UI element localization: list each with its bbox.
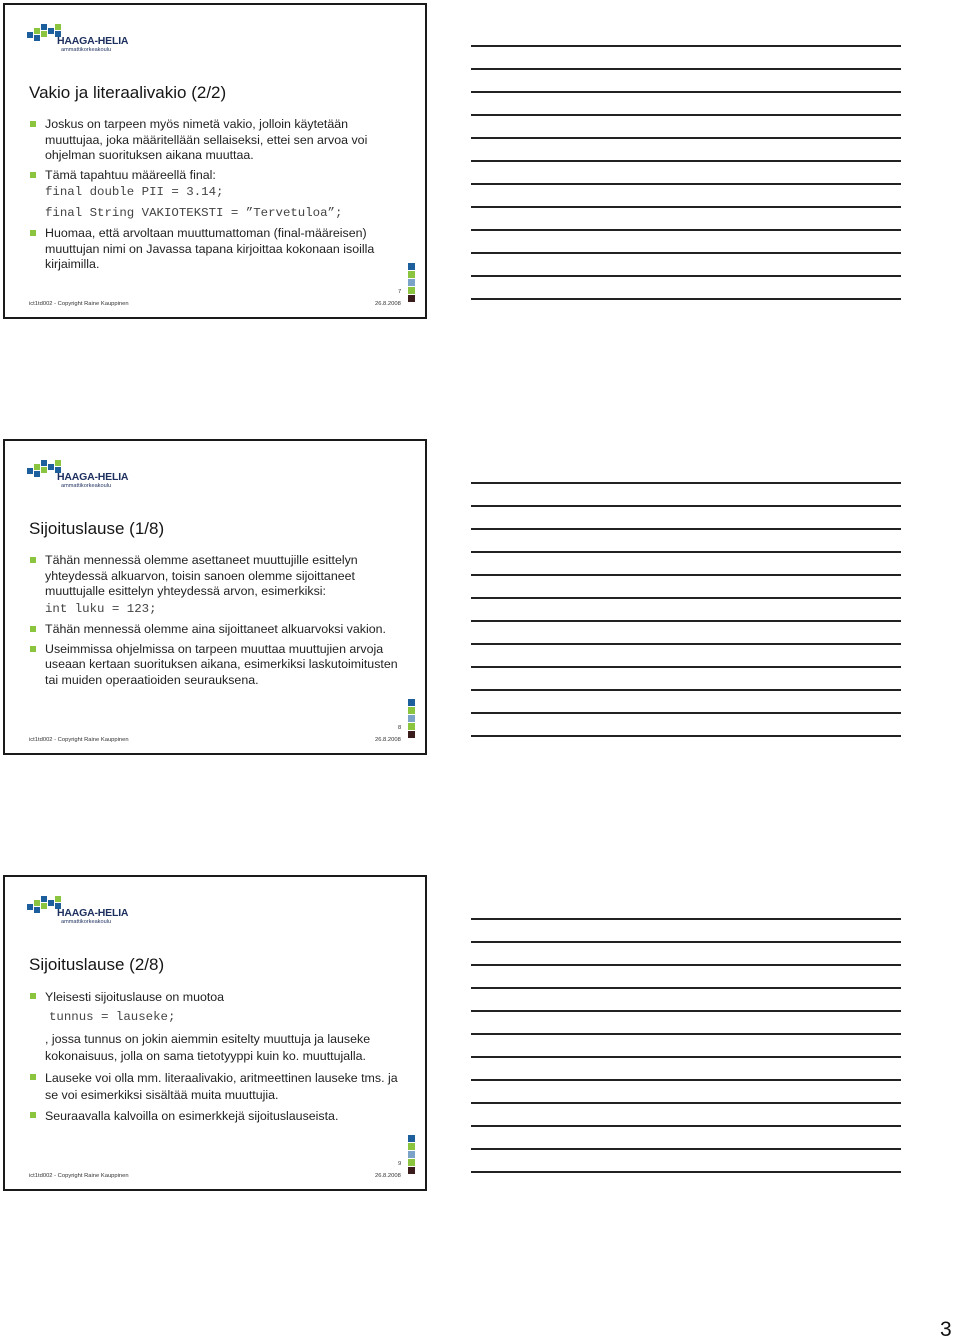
footer-date: 26.8.2008 <box>375 1173 401 1179</box>
decor-squares <box>408 1135 415 1175</box>
logo-subtitle: ammattikorkeakoulu <box>61 47 112 53</box>
notes-lines <box>471 918 901 1194</box>
page-number: 3 <box>940 1318 952 1341</box>
slide-7 <box>3 3 427 319</box>
slide-title: Sijoituslause (2/8) <box>29 955 165 974</box>
slide-number: 9 <box>398 1161 402 1167</box>
footer-copyright: ict1td002 - Copyright Raine Kauppinen <box>29 301 129 307</box>
bullet-item: Seuraavalla kalvoilla on esimerkkejä sijoituslauseista. <box>29 1108 404 1125</box>
slide-title: Sijoituslause (1/8) <box>29 519 165 538</box>
bullet-item: Tähän mennessä olemme asettaneet muuttujille esittelyn yhteydessä alkuarvon, toisin sanoen olemme sijoittaneet muuttujalle esittelyn yhteydessä arvon, esimerkiksi: <box>29 553 404 600</box>
footer-date: 26.8.2008 <box>375 301 401 307</box>
haaga-helia-logo <box>27 22 137 56</box>
bullet-item: Yleisesti sijoituslause on muotoa <box>29 989 404 1006</box>
footer-copyright: ict1td002 - Copyright Raine Kauppinen <box>29 1173 129 1179</box>
slide-8 <box>3 439 427 755</box>
bullet-item: Lauseke voi olla mm. literaalivakio, aritmeettinen lauseke tms. ja se voi esimerkiksi sisältää muita muuttujia. <box>29 1070 404 1104</box>
slide-number: 8 <box>398 725 402 731</box>
code-line: final String VAKIOTEKSTI = ”Tervetuloa”; <box>45 205 343 220</box>
slide-9 <box>3 875 427 1191</box>
logo-subtitle: ammattikorkeakoulu <box>61 483 112 489</box>
haaga-helia-logo <box>27 894 137 928</box>
slide-title: Vakio ja literaalivakio (2/2) <box>29 83 227 102</box>
body-text: , jossa tunnus on jokin aiemmin esitelty muuttuja ja lauseke kokonaisuus, jolla on sama tietotyyppi kuin ko. muuttujalla. <box>45 1032 371 1063</box>
bullet-item: Tämä tapahtuu määreellä final: <box>29 168 404 184</box>
slide-content <box>29 989 404 1129</box>
logo-name: HAAGA-HELIA <box>57 35 129 47</box>
footer-copyright: ict1td002 - Copyright Raine Kauppinen <box>29 737 129 743</box>
code-line: tunnus = lauseke; <box>49 1010 176 1024</box>
slide-content <box>29 117 404 277</box>
bullet-item: Tähän mennessä olemme aina sijoittaneet alkuarvoksi vakion. <box>29 622 404 638</box>
bullet-item: Useimmissa ohjelmissa on tarpeen muuttaa muuttujien arvoja useaan kertaan suorituksen aikana, esimerkiksi laskutoimitusten tai muiden operaatioiden seurauksena. <box>29 642 404 689</box>
notes-lines <box>471 482 901 758</box>
footer-date: 26.8.2008 <box>375 737 401 743</box>
code-line: final double PII = 3.14; <box>45 185 224 199</box>
logo-name: HAAGA-HELIA <box>57 907 129 919</box>
bullet-item: Joskus on tarpeen myös nimetä vakio, jolloin käytetään muuttujaa, joka määritellään sellaiseksi, ettei sen arvoa voi ohjelman suorituksen aikana muuttaa. <box>29 117 404 164</box>
decor-squares <box>408 263 415 303</box>
slide-content <box>29 553 404 692</box>
notes-lines <box>471 45 901 321</box>
decor-squares <box>408 699 415 739</box>
logo-name: HAAGA-HELIA <box>57 471 129 483</box>
haaga-helia-logo <box>27 458 137 492</box>
bullet-item: Huomaa, että arvoltaan muuttumattoman (final-määreisen) muuttujan nimi on Javassa tapana kirjoittaa kokonaan isoilla kirjaimilla. <box>29 226 404 273</box>
slide-number: 7 <box>398 289 402 295</box>
logo-subtitle: ammattikorkeakoulu <box>61 919 112 925</box>
code-line: int luku = 123; <box>45 601 157 616</box>
